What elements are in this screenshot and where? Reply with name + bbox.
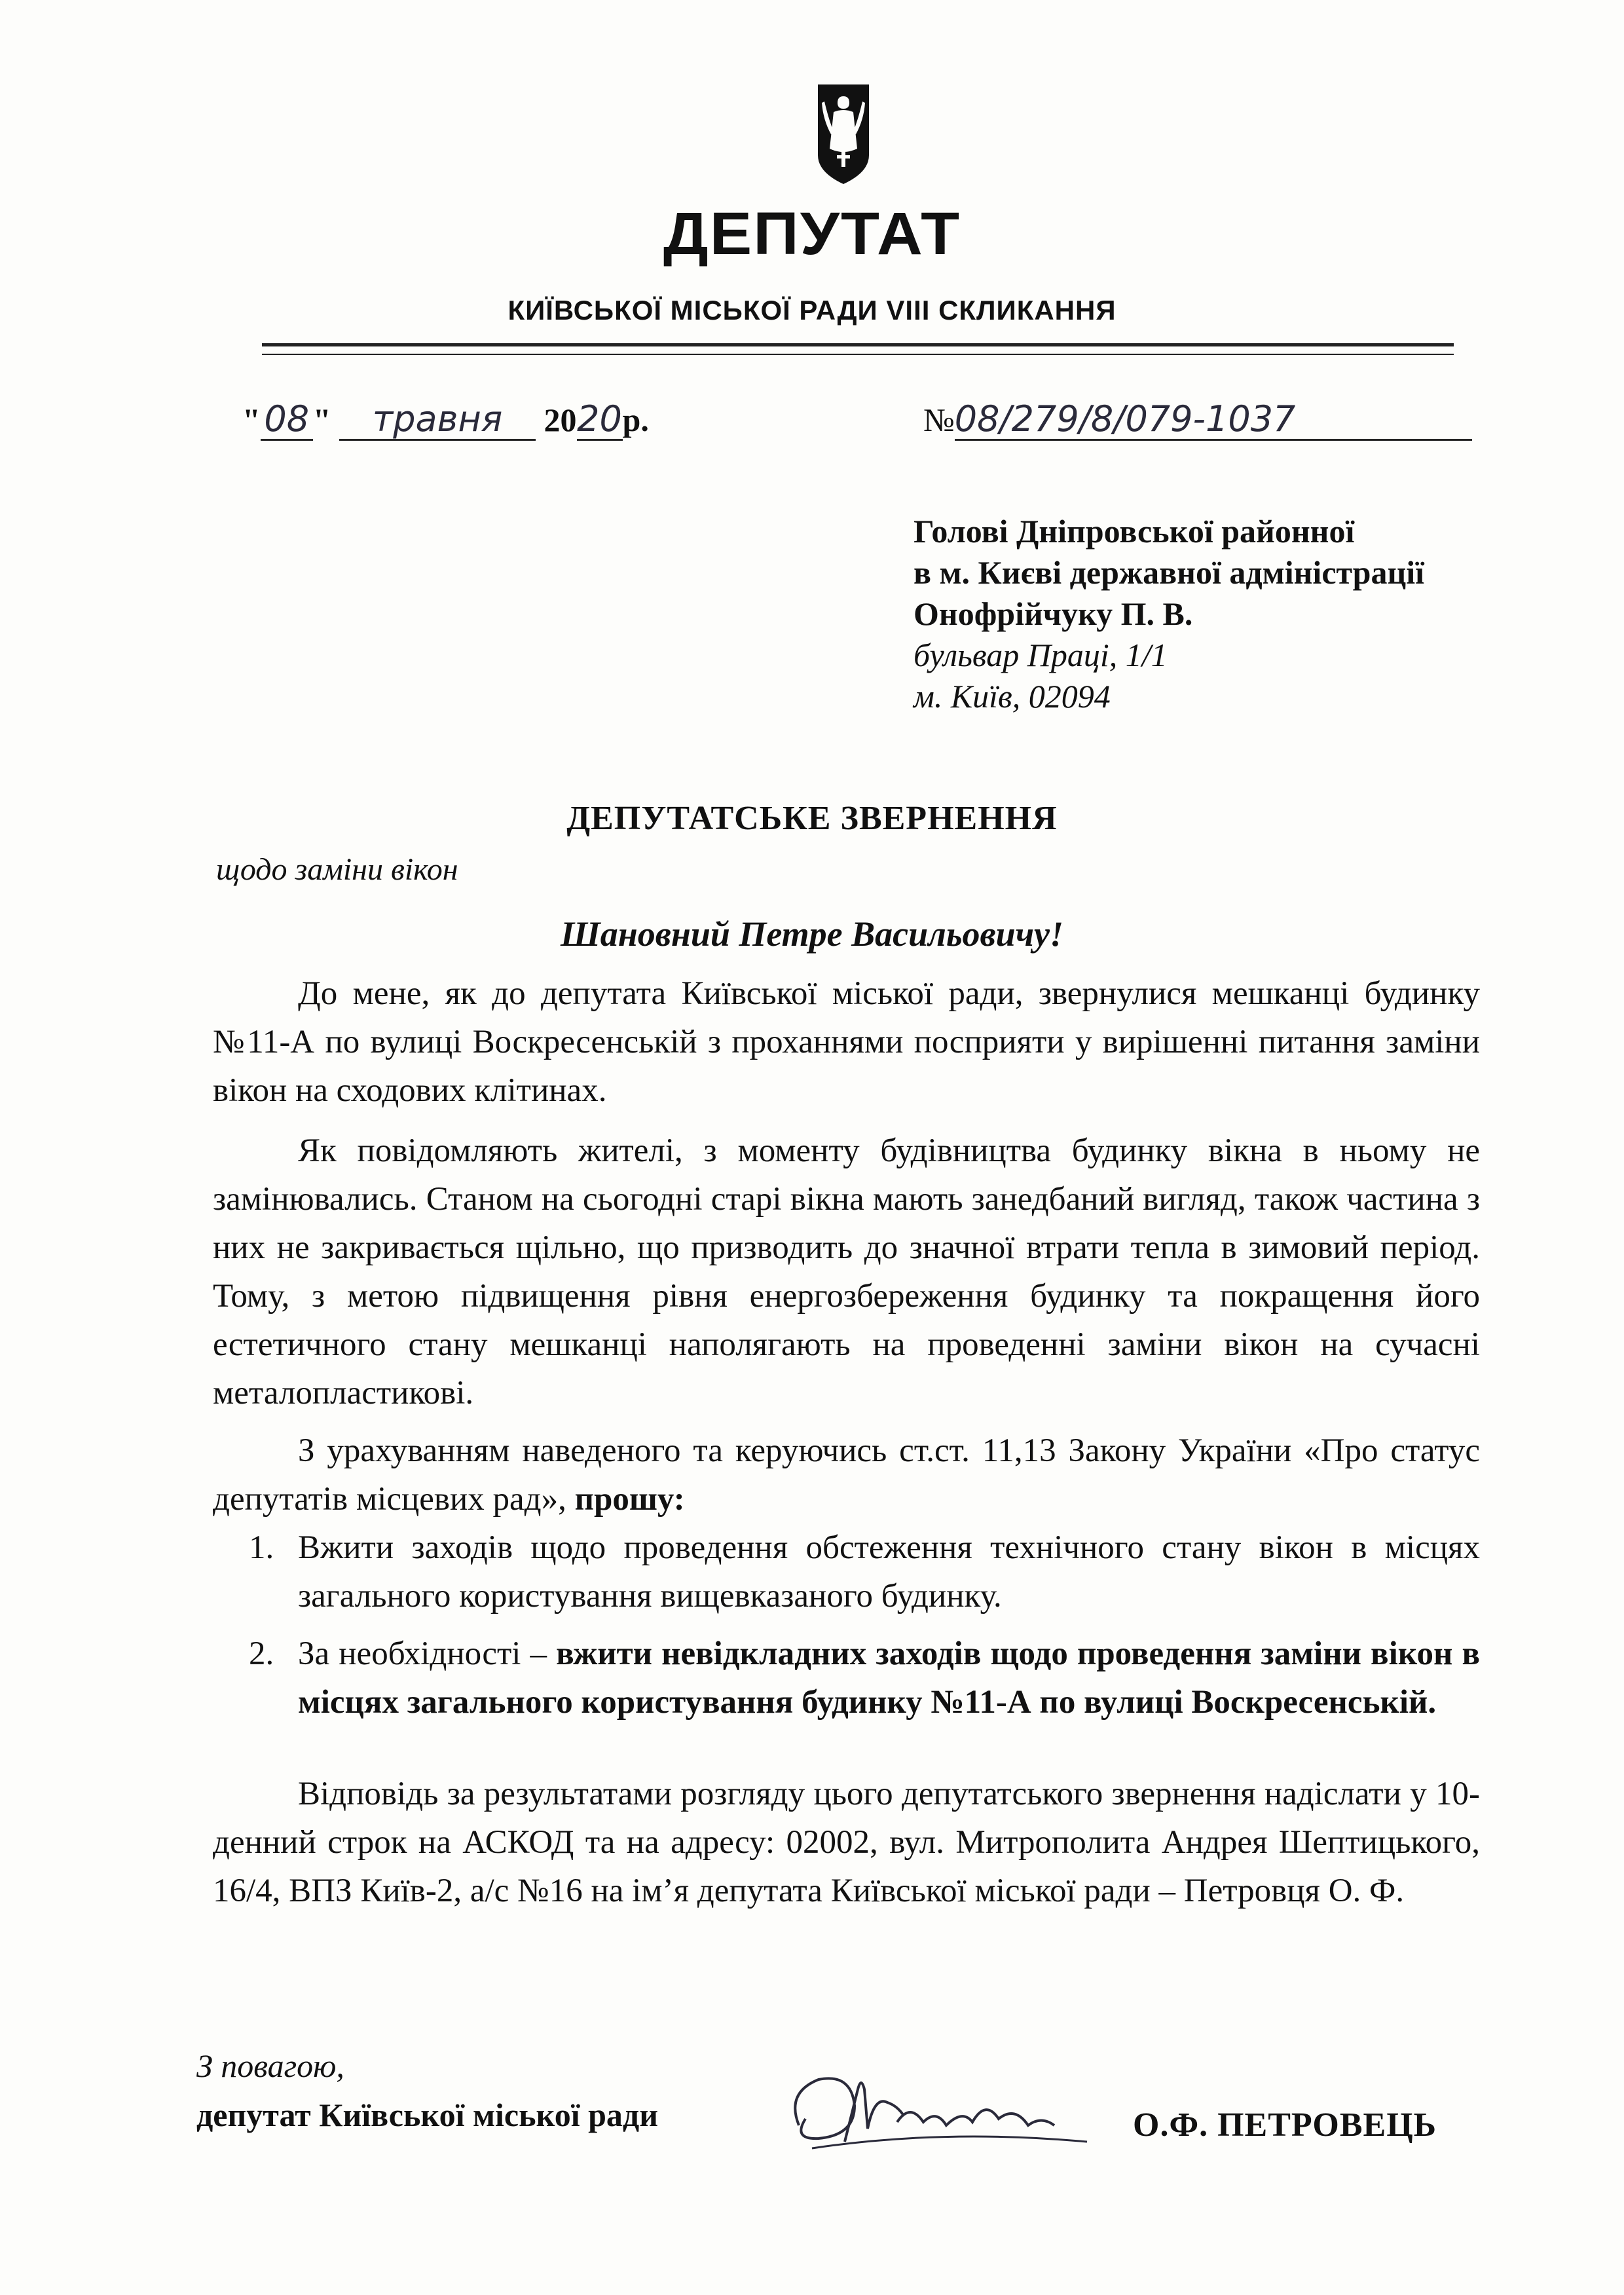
letterhead-title: ДЕПУТАТ xyxy=(663,200,961,267)
date-line: " 08 " травня 2020р. xyxy=(242,398,649,439)
addressee-line: Голові Дніпровської районної xyxy=(913,513,1355,550)
paragraph: До мене, як до депутата Київської міської ради, звернулися мешканці будинку №11-А по вулиці Воскресенській з проханнями посприяти у вирішенні питання заміни вікон на сходових клітинах. xyxy=(213,975,1480,1109)
paragraph-text: З урахуванням наведеного та керуючись ст.ст. 11,13 Закону України «Про статус депутатів місцевих рад», xyxy=(213,1432,1480,1518)
salutation: Шановний Петре Васильовичу! xyxy=(560,914,1064,954)
addressee-line: в м. Києві державної адміністрації xyxy=(913,554,1425,591)
request-item xyxy=(213,1523,1480,1620)
date-day: 08 xyxy=(261,400,313,441)
addressee-street: бульвар Праці, 1/1 xyxy=(913,637,1168,673)
signatory-name: О.Ф. ПЕТРОВЕЦЬ xyxy=(1133,2106,1437,2144)
letterhead-divider-thin xyxy=(262,354,1454,355)
signatory-role: депутат Київської міської ради xyxy=(196,2097,659,2133)
date-month: травня xyxy=(339,400,536,441)
number-prefix: № xyxy=(923,401,955,438)
request-keyword: прошу: xyxy=(574,1481,685,1518)
reply-instructions: Відповідь за результатами розгляду цього депутатського звернення надіслати у 10-денний строк на АСКОД та на адресу: 02002, вул. Митрополита Андрея Шептицького, 16/4, ВПЗ Київ-2, а/с №16 на ім’я депутата Київської міської ради – Петровця О. Ф. xyxy=(213,1776,1480,1909)
request-number: 2. xyxy=(249,1635,274,1672)
closing-regards: З повагою, xyxy=(196,2047,344,2084)
handwritten-signature xyxy=(773,2063,1113,2168)
document-title: ДЕПУТАТСЬКЕ ЗВЕРНЕННЯ xyxy=(566,800,1058,837)
request-text: Вжити заходів щодо проведення обстеження технічного стану вікон в місцях загального користування вищевказаного будинку. xyxy=(298,1529,1480,1614)
date-year-suffix: 20 xyxy=(577,398,622,439)
addressee-city: м. Київ, 02094 xyxy=(913,678,1111,715)
request-list xyxy=(213,1523,1480,1726)
paragraph: Як повідомляють жителі, з моменту будівництва будинку вікна в ньому не замінювались. Станом на сьогодні старі вікна мають занедбаний вигляд, також частина з них не закривається щільно, що призводить до значної втрати тепла в зимовий період. Тому, з метою підвищення рівня енергозбереження будинку та покращення його естетичного стану мешканці наполягають на проведенні заміни вікон на сучасні металопластикові. xyxy=(213,1132,1480,1411)
addressee-block xyxy=(913,511,1568,717)
request-number: 1. xyxy=(249,1529,274,1566)
request-item xyxy=(213,1630,1480,1726)
reference-number: 08/279/8/079-1037 xyxy=(955,400,1472,441)
date-year-prefix: 20 xyxy=(544,401,577,438)
letter-body xyxy=(213,969,1480,1915)
request-text-bold: вжити невідкладних заходів щодо проведення заміни вікон в місцях загального користування будинку №11-А по вулиці Воскресенській. xyxy=(298,1635,1480,1721)
reference-number-line xyxy=(923,400,1472,441)
letterhead-divider-thick xyxy=(262,343,1454,346)
letterhead-subtitle: КИЇВСЬКОЇ МІСЬКОЇ РАДИ VIII СКЛИКАННЯ xyxy=(507,295,1116,326)
document-subject: щодо заміни вікон xyxy=(216,852,458,887)
kyiv-coat-of-arms-icon xyxy=(814,82,873,187)
addressee-name: Онофрійчуку П. В. xyxy=(913,595,1193,632)
paragraph xyxy=(213,1427,1480,1523)
date-suffix: р. xyxy=(622,401,649,438)
request-text: За необхідності – xyxy=(298,1635,547,1672)
